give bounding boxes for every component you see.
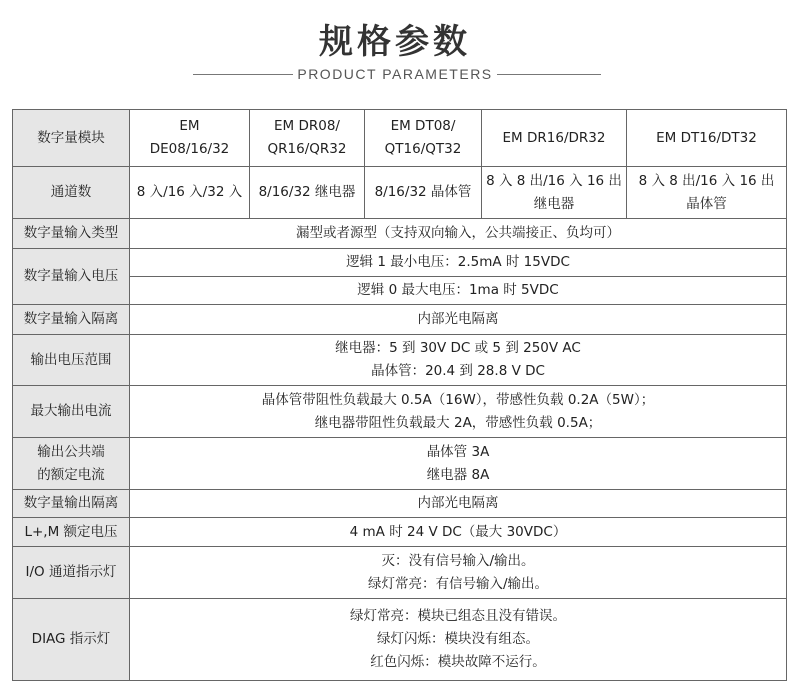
table-row [13,599,787,681]
row-value: 晶体管带阻性负载最大 0.5A（16W），带感性负载 0.2A（5W）； 继电器带阻性负载最大 2A，带感性负载 0.5A； [130,386,787,438]
row-value: 逻辑 0 最大电压：1ma 时 5VDC [130,277,787,305]
row-value: 逻辑 1 最小电压：2.5mA 时 15VDC [130,249,787,277]
row-value: 继电器：5 到 30V DC 或 5 到 250V AC 晶体管：20.4 到 28.8 V DC [130,335,787,386]
row-value: 4 mA 时 24 V DC（最大 30VDC） [130,518,787,547]
channel-cell: 8 入/16 入/32 入 [130,167,250,219]
table-row [13,249,787,277]
channel-cell: 8 入 8 出/16 入 16 出 晶体管 [627,167,787,219]
row-label: I/O 通道指示灯 [13,547,130,599]
table-row [13,305,787,335]
row-label: 数字量输入电压 [13,249,130,305]
channel-cell: 8/16/32 继电器 [250,167,365,219]
model-cell: EM DR16/DR32 [482,110,627,167]
table-row [13,386,787,438]
table-row [13,490,787,518]
row-label: L+,M 额定电压 [13,518,130,547]
table-row [13,547,787,599]
row-label: DIAG 指示灯 [13,599,130,681]
row-label: 数字量模块 [13,110,130,167]
table-row [13,335,787,386]
row-label: 输出公共端 的额定电流 [13,438,130,490]
spec-table [12,109,787,681]
row-label: 数字量输入类型 [13,219,130,249]
table-row [13,110,787,167]
row-label: 输出电压范围 [13,335,130,386]
table-row [13,518,787,547]
row-value: 灭：没有信号输入/输出。 绿灯常亮：有信号输入/输出。 [130,547,787,599]
row-label: 通道数 [13,167,130,219]
model-cell: EM DE08/16/32 [130,110,250,167]
table-row [13,167,787,219]
model-cell: EM DR08/ QR16/QR32 [250,110,365,167]
channel-cell: 8/16/32 晶体管 [365,167,482,219]
row-value: 绿灯常亮：模块已组态且没有错误。 绿灯闪烁：模块没有组态。 红色闪烁：模块故障不运行。 [130,599,787,681]
row-value: 漏型或者源型（支持双向输入，公共端接正、负均可） [130,219,787,249]
row-value: 晶体管 3A 继电器 8A [130,438,787,490]
table-row [13,438,787,490]
model-cell: EM DT16/DT32 [627,110,787,167]
page-subtitle: PRODUCT PARAMETERS [297,66,493,82]
row-label: 数字量输出隔离 [13,490,130,518]
channel-cell: 8 入 8 出/16 入 16 出 继电器 [482,167,627,219]
model-cell: EM DT08/ QT16/QT32 [365,110,482,167]
page-title: 规格参数 [319,22,471,62]
row-label: 最大输出电流 [13,386,130,438]
subtitle-divider-right [497,74,601,75]
row-value: 内部光电隔离 [130,490,787,518]
table-row [13,277,787,305]
header [0,0,790,108]
row-label: 数字量输入隔离 [13,305,130,335]
table-row [13,219,787,249]
row-value: 内部光电隔离 [130,305,787,335]
